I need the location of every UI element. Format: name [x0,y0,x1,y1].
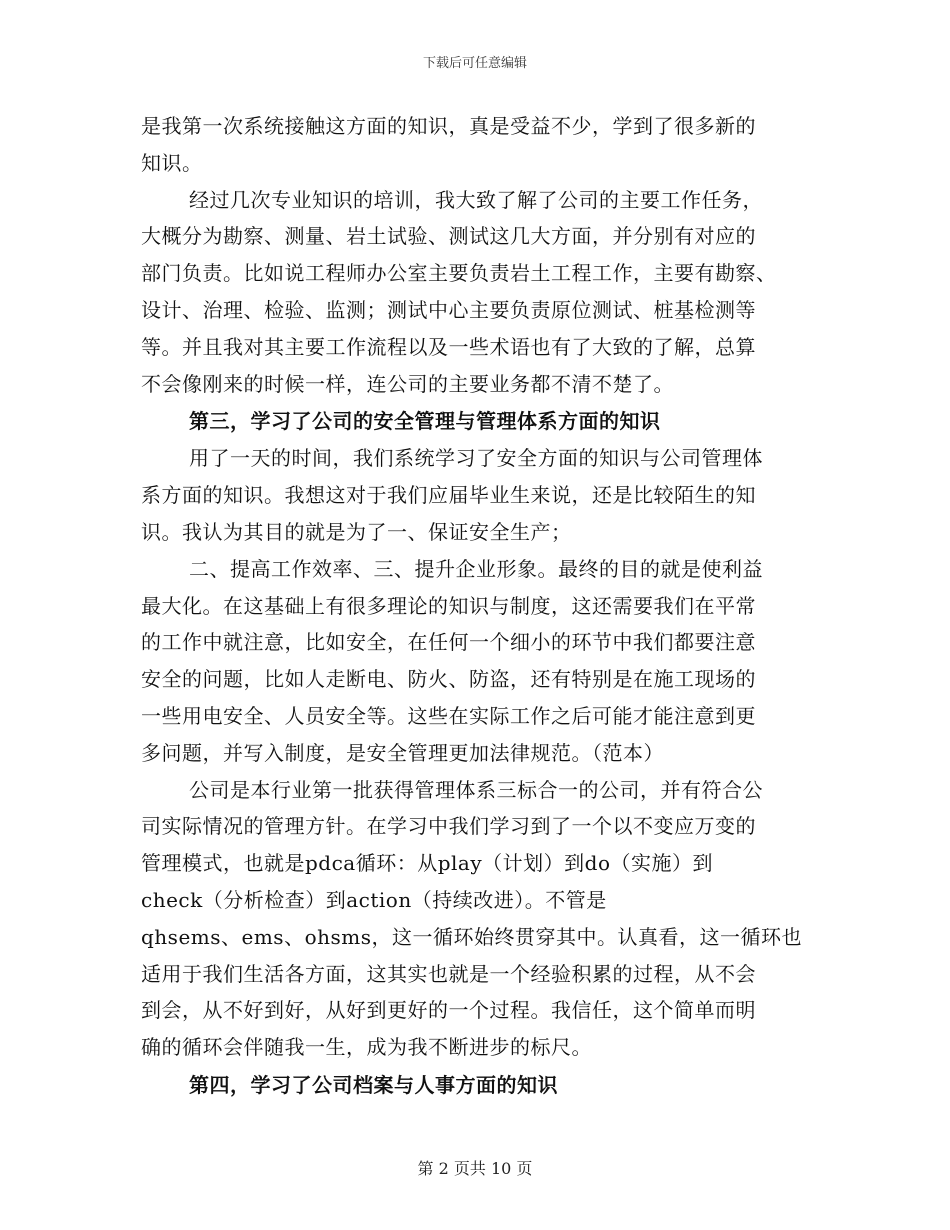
paragraph-start: 公司是本行业第一批获得管理体系三标合一的公司，并有符合公 [189,777,763,802]
body-line: 不会像刚来的时候一样，连公司的主要业务都不清不楚了。 [141,371,674,396]
body-line: 最大化。在这基础上有很多理论的知识与制度，这还需要我们在平常 [141,593,756,618]
page-header: 下载后可任意编辑 [422,56,527,71]
body-line: 系方面的知识。我想这对于我们应届毕业生来说，还是比较陌生的知 [141,483,756,508]
body-line: 知识。 [141,150,203,175]
body-line: check（分析检查）到action（持续改进）。不管是 [141,887,607,912]
section-heading-fourth: 第四，学习了公司档案与人事方面的知识 [189,1072,558,1097]
body-line: 大概分为勘察、测量、岩土试验、测试这几大方面，并分别有对应的 [141,224,756,249]
body-line: 适用于我们生活各方面，这其实也就是一个经验积累的过程，从不会 [141,961,756,986]
body-line: 一些用电安全、人员安全等。这些在实际工作之后可能才能注意到更 [141,703,756,728]
body-line: 安全的问题，比如人走断电、防火、防盗，还有特别是在施工现场的 [141,667,756,692]
body-line: 识。我认为其目的就是为了一、保证安全生产； [141,519,572,544]
body-line: qhsems、ems、ohsms，这一循环始终贯穿其中。认真看，这一循环也 [141,924,802,949]
document-body [141,108,821,1104]
body-line: 设计、治理、检验、监测；测试中心主要负责原位测试、桩基检测等 [141,297,756,322]
body-line: 的工作中就注意，比如安全，在任何一个细小的环节中我们都要注意 [141,630,756,655]
body-line: 是我第一次系统接触这方面的知识，真是受益不少，学到了很多新的 [141,114,756,138]
paragraph-start: 二、提高工作效率、三、提升企业形象。最终的目的就是使利益 [189,556,763,581]
body-line: 部门负责。比如说工程师办公室主要负责岩土工程工作，主要有勘察、 [141,261,777,286]
page-footer: 第 2 页共 10 页 [417,1159,533,1178]
body-line: 管理模式，也就是pdca循环：从play（计划）到do（实施）到 [141,851,713,876]
paragraph-start: 用了一天的时间，我们系统学习了安全方面的知识与公司管理体 [189,446,763,471]
body-line: 到会，从不好到好，从好到更好的一个过程。我信任，这个简单而明 [141,998,756,1023]
body-line: 等。并且我对其主要工作流程以及一些术语也有了大致的了解，总算 [141,334,756,359]
section-heading-third: 第三，学习了公司的安全管理与管理体系方面的知识 [189,409,661,434]
paragraph-start: 经过几次专业知识的培训，我大致了解了公司的主要工作任务， [189,187,763,212]
body-line: 确的循环会伴随我一生，成为我不断进步的标尺。 [141,1035,592,1060]
body-line: 多问题，并写入制度，是安全管理更加法律规范。（范本） [141,740,664,765]
body-line: 司实际情况的管理方针。在学习中我们学习到了一个以不变应万变的 [141,814,756,839]
